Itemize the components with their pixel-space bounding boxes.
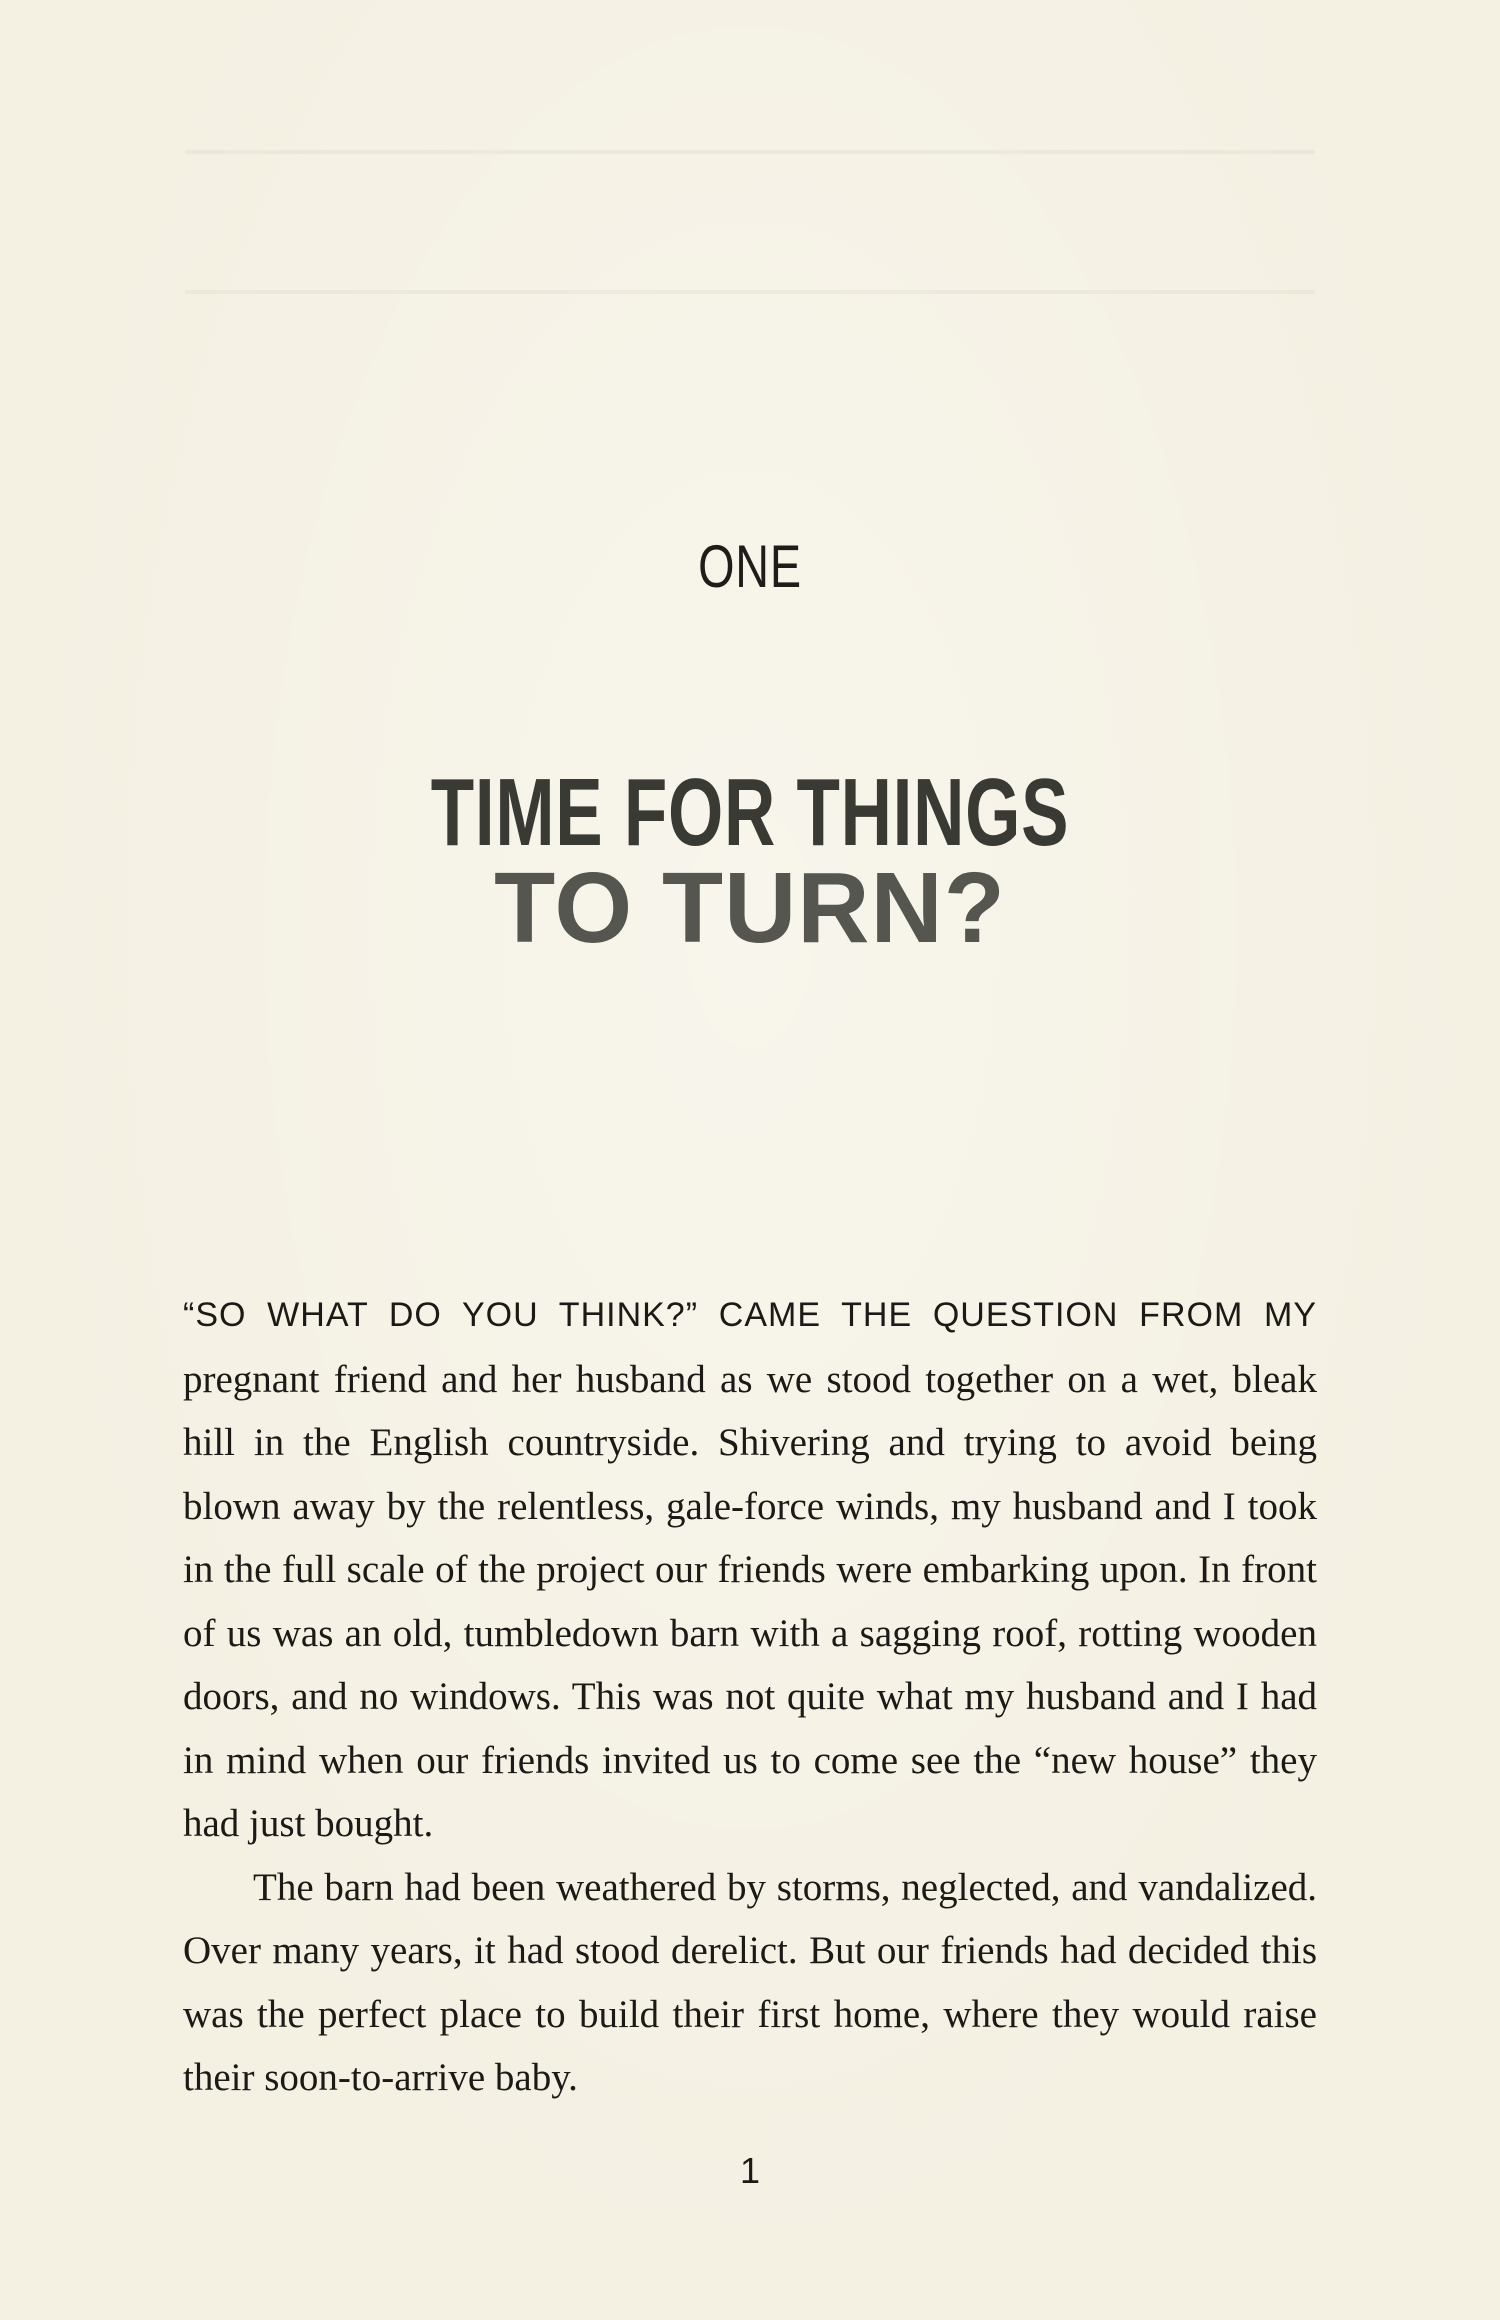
show-through-line xyxy=(185,290,1315,294)
chapter-title-line-2: TO TURN? xyxy=(494,852,1006,964)
chapter-number: ONE xyxy=(698,533,802,600)
paragraph-2: The barn had been weathered by storms, neglected, and vandalized. Over many years, it had stood derelict. But our friends had decided this was the perfect place to build their first home, where they would raise their soon-to-arrive baby. xyxy=(183,1865,1317,2099)
chapter-title-line-1: TIME FOR THINGS xyxy=(430,759,1070,866)
show-through-line xyxy=(185,150,1315,154)
paragraph-1 xyxy=(183,1282,1317,1856)
paragraph-1-lead: “SO WHAT DO YOU THINK?” CAME THE QUESTION FROM MY xyxy=(183,1296,1317,1334)
paragraph-1-text: pregnant friend and her husband as we stood together on a wet, bleak hill in the English countryside. Shivering and trying to avoid being blown away by the relentless, gale-force winds, my husband and I took in the full scale of the project our friends were embarking upon. In front of us was an old, tumbledown barn with a sagging roof, rotting wooden doors, and no windows. This was not quite what my husband and I had in mind when our friends invited us to come see the “new house” they had just bought. xyxy=(183,1357,1317,1845)
body-text xyxy=(183,1282,1317,2110)
page-number: 1 xyxy=(739,2150,761,2191)
